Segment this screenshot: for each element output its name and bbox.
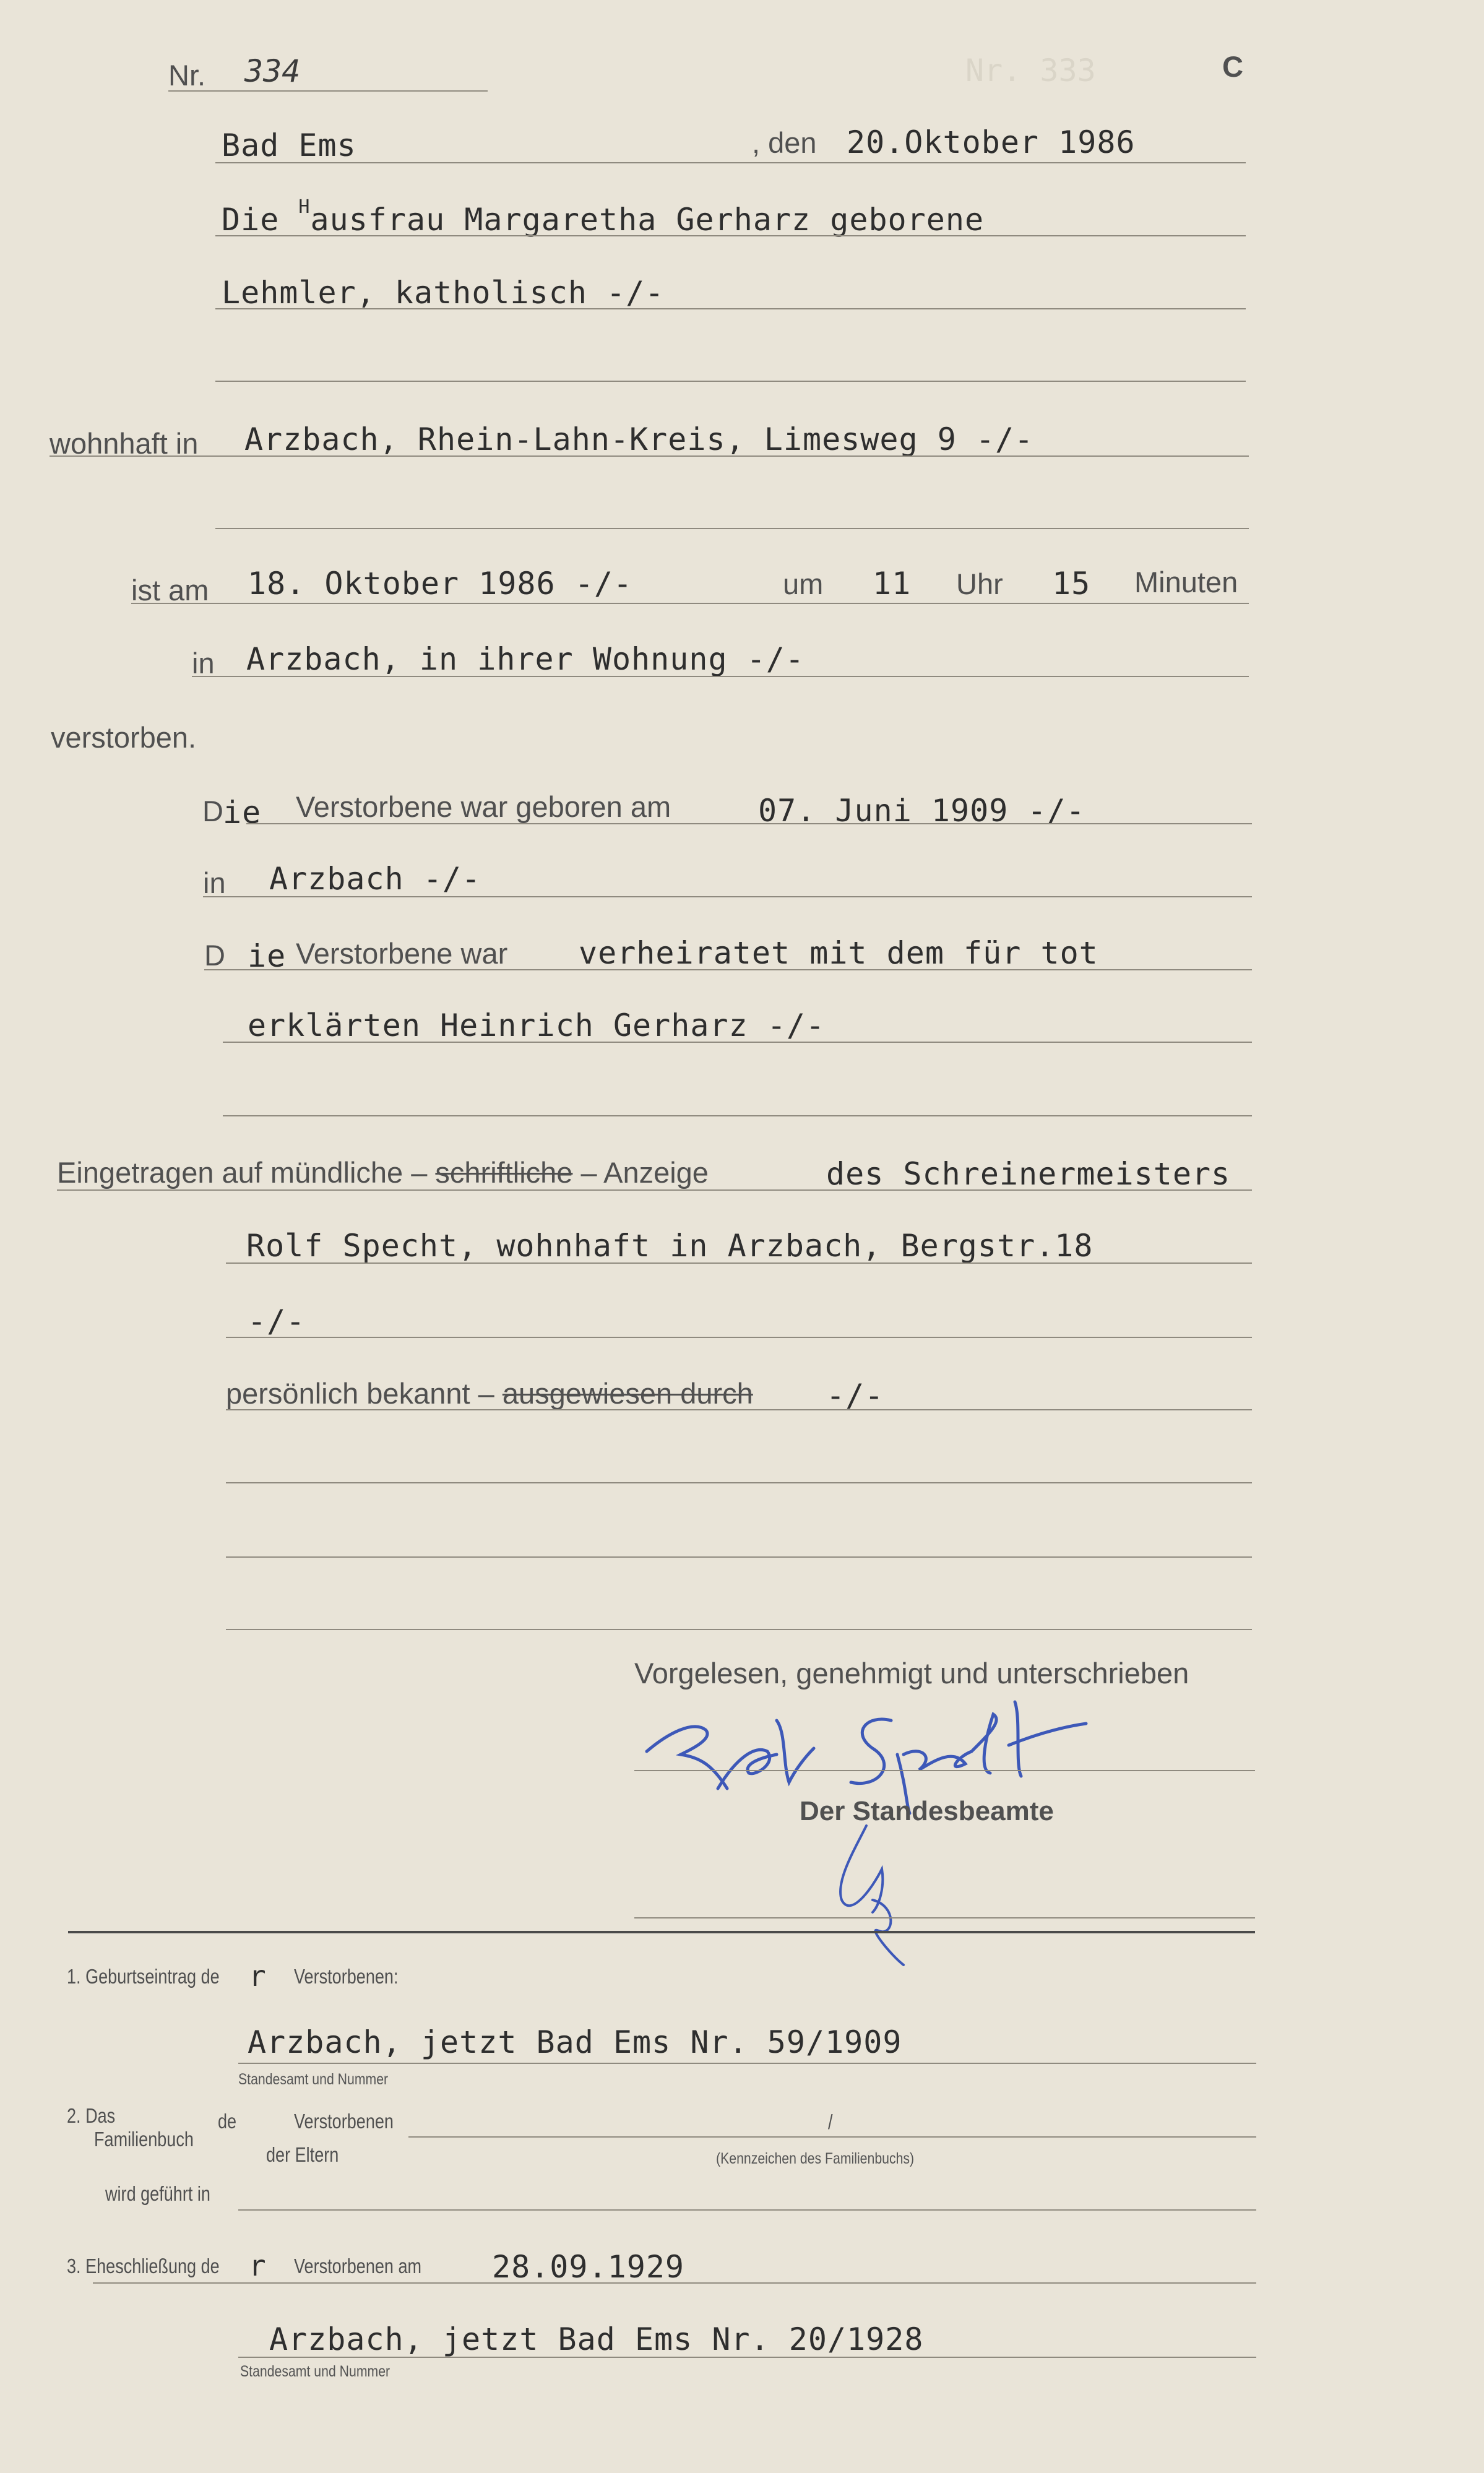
uhr-label: Uhr — [956, 568, 1003, 600]
status-line-3-rule — [223, 1115, 1252, 1116]
death-hour-value: 11 — [873, 566, 912, 602]
footer-item3-label: 3. Eheschließung de — [67, 2255, 220, 2277]
person-line-1: Die $^H$ausfrau Margaretha Gerharz geborene — [222, 196, 985, 238]
official-paraph — [823, 1813, 934, 1974]
birth-date-value: 07. Juni 1909 -/- — [758, 793, 1085, 829]
birth-ie-typed: ie — [223, 795, 262, 831]
footer-item3-value-line — [238, 2357, 1256, 2358]
death-place-value: Arzbach, in ihrer Wohnung -/- — [246, 641, 805, 677]
den-label: , den — [752, 126, 817, 159]
footer-item1-line — [238, 2063, 1256, 2064]
birth-label: Verstorbene war geboren am — [296, 790, 671, 823]
known-line — [226, 1409, 1252, 1410]
footer-item2-caption: (Kennzeichen des Familienbuchs) — [716, 2150, 915, 2167]
report-line-2-rule — [226, 1262, 1252, 1264]
verstorben-label: verstorben. — [51, 721, 197, 754]
blank-line-1 — [226, 1482, 1252, 1483]
bleed-through-text: Nr. 333 — [965, 53, 1096, 88]
footer-item3-caption: Standesamt und Nummer — [240, 2363, 390, 2380]
birth-date-line — [246, 823, 1252, 824]
footer-item2-label-b: Familienbuch — [94, 2128, 194, 2151]
birth-place-value: Arzbach -/- — [269, 861, 481, 897]
status-line-2: erklärten Heinrich Gerharz -/- — [248, 1008, 826, 1043]
footer-item1-value: Arzbach, jetzt Bad Ems Nr. 59/1909 — [248, 2024, 902, 2060]
status-label: Verstorbene war — [296, 937, 508, 970]
footer-item2-eltern: der Eltern — [266, 2143, 339, 2166]
birth-place-line — [203, 896, 1252, 897]
footer-item2-verstorbenen: Verstorbenen — [294, 2110, 394, 2133]
date-value: 20.Oktober 1986 — [847, 124, 1136, 160]
official-line — [634, 1917, 1255, 1918]
footer-item3-value: Arzbach, jetzt Bad Ems Nr. 20/1928 — [269, 2321, 924, 2357]
death-date-value: 18. Oktober 1986 -/- — [248, 566, 633, 602]
footer-divider — [68, 1931, 1255, 1933]
footer-item2-de: de — [218, 2110, 237, 2133]
report-line-3: -/- — [248, 1303, 306, 1339]
report-line-1: des Schreinermeisters — [826, 1156, 1231, 1192]
birth-d-label: D — [202, 795, 223, 827]
status-d-label: D — [204, 939, 225, 972]
footer-item1-label2: Verstorbenen: — [294, 1965, 399, 1988]
footer-item2-wird-line — [238, 2209, 1256, 2211]
report-line-1-rule — [57, 1189, 1252, 1191]
blank-line-3 — [226, 1629, 1252, 1630]
known-value: -/- — [826, 1378, 884, 1413]
footer-item2-slash: / — [828, 2110, 833, 2133]
read-approved-label: Vorgelesen, genehmigt und unterschrieben — [634, 1657, 1189, 1690]
nr-label: Nr. — [168, 59, 206, 92]
um-label: um — [783, 568, 824, 600]
status-line-2-rule — [223, 1042, 1252, 1043]
footer-item3-label2: Verstorbenen am — [294, 2255, 422, 2277]
footer-item2-wird: wird geführt in — [105, 2182, 210, 2205]
report-line-3-rule — [226, 1337, 1252, 1338]
birth-in-label: in — [203, 866, 226, 899]
blank-line-2 — [226, 1556, 1252, 1558]
person-line-2: Lehmler, katholisch -/- — [222, 275, 665, 311]
footer-item1-label: 1. Geburtseintrag de — [67, 1965, 220, 1988]
minuten-label: Minuten — [1134, 566, 1238, 598]
person-line-3-rule — [215, 381, 1246, 382]
ist-am-label: ist am — [131, 574, 209, 606]
residence-line — [50, 455, 1249, 457]
footer-item3-typed: r — [249, 2249, 267, 2282]
corner-letter: C — [1222, 50, 1243, 83]
residence-label: wohnhaft in — [50, 427, 199, 460]
footer-item1-caption: Standesamt und Nummer — [238, 2071, 389, 2088]
footer-item2-label-a: 2. Das — [67, 2104, 116, 2127]
footer-item1-typed: r — [249, 1959, 267, 1993]
nr-line — [168, 90, 488, 92]
official-label: Der Standesbeamte — [800, 1796, 1054, 1826]
status-ie-typed: ie — [248, 938, 287, 974]
death-in-label: in — [192, 647, 215, 680]
status-line-1-rule — [204, 969, 1252, 970]
person-line-1-rule — [215, 235, 1246, 236]
place-value: Bad Ems — [222, 127, 356, 163]
nr-value: 334 — [244, 53, 301, 89]
status-line-1: verheiratet mit dem für tot — [579, 935, 1098, 971]
place-date-line — [215, 162, 1246, 163]
known-label: persönlich bekannt – ausgewiesen durch — [226, 1377, 753, 1410]
report-line-2: Rolf Specht, wohnhaft in Arzbach, Bergstr.18 — [246, 1228, 1094, 1264]
report-label: Eingetragen auf mündliche – schriftliche – Anzeige — [57, 1156, 709, 1189]
person-line-2-rule — [215, 308, 1246, 309]
death-time-line — [131, 603, 1249, 604]
death-place-line — [192, 676, 1249, 677]
residence-line-2 — [215, 528, 1249, 529]
signer-line — [634, 1770, 1255, 1771]
death-minutes-value: 15 — [1052, 566, 1091, 602]
footer-item2-line — [408, 2136, 1256, 2138]
footer-item3-line — [93, 2282, 1256, 2284]
footer-item3-date: 28.09.1929 — [492, 2249, 685, 2285]
residence-value: Arzbach, Rhein-Lahn-Kreis, Limesweg 9 -/- — [244, 421, 1034, 457]
